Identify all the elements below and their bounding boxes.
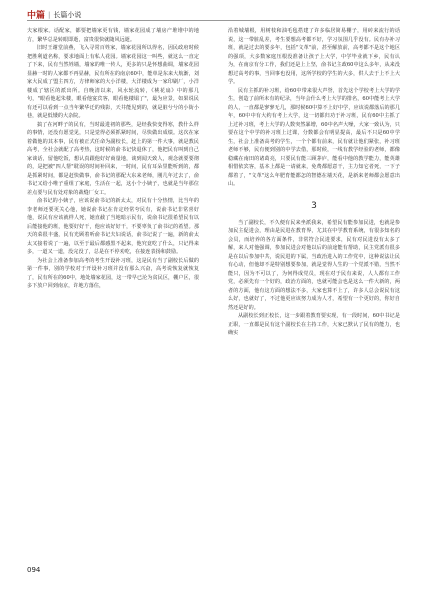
page-number: 094 bbox=[27, 566, 41, 574]
paragraph: 当了副校长，不久便有民来坐派我来，希望民有能参加民进，也就是参加民主促进会，理由是民进在教育界，尤其在中学教育系统，有很多知名的会员，而培养的各方面条件，非常符合民进要求，民有对民进没有太多了解，来人对他强调，参加民进会对他以后的前途能有帮助，民主党派有很多是在以后参加中共，说民进的下属，当政治进入的工作党中，这种说法让民有心动，但他却不是特别想要参加，就是觉得人生的一个党派不错，当然不能只，因为不可以了，为何得成党员，现在对于民有来说，人人都有工作党，必须先有一个好的，政治方面的，也就可能会也是这么一件大新的，两者的方面，他有这方面的想法不多，大家也算不上了，许多人总会说民有这么好，也就好了，不过他更应该努力成为人才，希望有一个更好的，你好自然还是好的。 bbox=[228, 219, 400, 311]
header-separator: | bbox=[48, 10, 51, 19]
right-column bbox=[228, 27, 400, 547]
paragraph: 旧时王谢堂前燕，飞入寻常百姓家，墙家花园所以得名，因民政府时候把胜利道名称，要求地面上有私人花园。墙家花园这一叫些，就这么一直定了下来，民有当然姓墙，墙家的唯一传人，更多的只是怀想曲调，墙家花园显赫一时的人家都不再显赫，民有所在的南京60中，能单是东来大航渐，刘家大民成了盟主四方，方律师家的大小洋楼，大洋楼成为一家印刷厂，小洋楼成了辖区的派出所。自晚清以来，风水轮流转，《桃花扇》中的那几句，"眼看他起朱楼，眼看他宴宾客，眼看他楼塌了"，最为应景，如果说民有还可以看到一点当年繁华迁的残影，天井能见到的，就是脏兮兮的小街小巷，就是低矮的大杂院。 bbox=[27, 45, 199, 119]
magazine-logo: 中篇 bbox=[27, 11, 46, 21]
paragraph: 沿着城墙根，用树枝和油毛毡搭建了许多临居简易棚子，用砖来流行的话说，这一带脏乱差，考生要想高考都不好，学习氛围几乎没有。民有办补习班，就是过去的要多年，包括"文革"前，甚至解放前，高考都不是这个地区的强项，大多数家庭压根没准备让孩子上大学，中学毕业就下乡，民有认为，在南京有分工作，我们还是上上坚，俞书记主政60中这么多年，从来没想过高考的事，当回事也没用，这所学校的学生的大多，供人去于上不上大学。 bbox=[228, 28, 400, 85]
paragraph: 从副校长到正校长，这一步跟着教育要实现，有一段时间，60中书记是正职，一直都是民有这个副校长在主持工作，大家已默认了民有的能力，也确实 bbox=[228, 313, 400, 336]
paragraph: 民有主抓的补习班，给60中带来很大声誉，首先这个学校考上大学的学生，创造了前所未有的纪录，当年会什么考上大学的排名，60中能考上大学的人，一直都是寥寥无几，那时候60中算不上好中学，应该说都落后的那几年，60中中有大约有考上大学，这一切都归功于补习班，民有60中主抓了上过补习班，考上大学的人数突然暴增，60中名声大噪，大家一致认为，只要在这个中学的补习班上过课，分数都会有明显提高，最后不只是60中学生，社会上准备高考的学生，一个个都有前来，民有就让他们紧张，补习班老师不够，民有便到别的中学去借，那时候，一线有教学经验的老师，都像稳藏在南田的诸葛亮，只要民有能三顾茅庐，能看中他的教学能力，能英雄相惜依宾客，基本上都是一请就来，免费都愿意干，主力知它者死，一下子都着了，"文革"这么年肥育能都怎的智德在墙天花，是新来老师都会愿意出山。 bbox=[228, 87, 400, 187]
header-rule bbox=[27, 20, 400, 21]
left-column bbox=[27, 27, 199, 547]
section-number: 3 bbox=[311, 200, 317, 211]
paragraph: 夫家根家。话配家，都要把墙家更有钱，墙家花园成了墙房产堆堆中的地方，繁华总是转眼即逝，富贵很快就随风远逝。 bbox=[27, 28, 199, 43]
header-category: 长篇小说 bbox=[53, 10, 82, 19]
paragraph: 为社会上准备参加高考的考生开设补习班，这是民有当了副校长后做的第一件事，别的学校对于开设补习班并没有那么兴奋，高考说恢复就恢复了，民有所在的60中，地处墙家花园，这一带早已沦为贫民区，棚户区，很多下放户回到南京，许地方落住， bbox=[27, 257, 199, 289]
paragraph: 俞书记的小姨子，应该说俞书记的新太太，对民有十分热情，比当年的李老师还要更关心他，她说俞书记在肯定经常夸民有，说俞书记非常喜好他，说民有应该就样人死，她直截了当地暗示民有，说俞书记很希望民有以后能接他的班，他要好好干，他应该好好干，不要辜负了俞书记的希望。那天的菜很丰盛，民有光顾着听俞书记夫妇说话，俞书记说了一遍，新的俞太太又接着说了一遍，以至于最后都感黑不起来，他究竟吃了什么，只记得来多，一道又一道，没完没了，总是在不停劝吃，在接连表扬和鼓励。 bbox=[27, 198, 199, 255]
paragraph: 搞了在河畔子的民有，当时最进初的那些，是经我快变得寒，教什么样的事情，还没有愿觉见，只是觉得必须抓紧时间，尽快做出成绩。这次在家着做他的其本事，民有被正式任命为副校长，赶上的第一件大事，就是教民高考，全社会就配了高考热，这时候的俞书记快退休了，他把民有叫到自己家谈话，留他吃饭，想认真跟他好好商量地，谈到闻天致人，观念就要要彻的，是把被"四人帮"耽误的时间补回来，一时间，民有耳朵里能听到的，都是抓紧时间，都是赶快做事，俞书记的那配大东来老师，刚几年过去了，俞书记又给小唯子重组了家庭，生活在一起，这小个小姨子，也就是当年那位差点要与民有处对象的裁缝厂女工。 bbox=[27, 121, 199, 196]
